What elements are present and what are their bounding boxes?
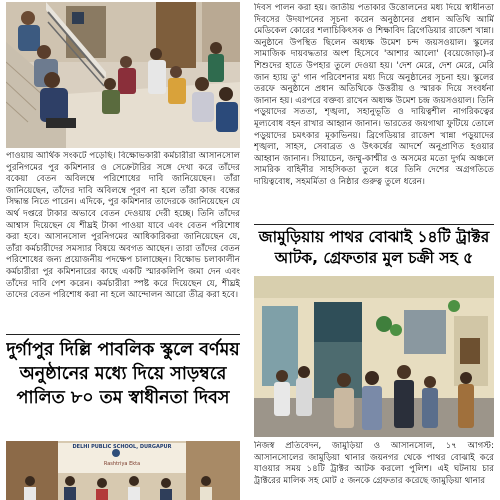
left-article-body: পাওয়ায় আর্থিক সংকটে পড়েছি। বিক্ষোভকারী কর্মচারীরা আসানসোল পুরনিগমের পুর কমিশনার ও সেক্রেটারির সঙ্গে দেখা করে তাঁদের বকেয়া বেতন অবিলম্বে পরিশোধের দাবি জানিয়েছেন। তাঁরা জানিয়েছেন, তাঁদের দাবি অবিলম্বে পূরণ না হলে তাঁরা কাজ বন্ধের সিদ্ধান্ত নিতে পারেন। এদিকে, পুর কমিশনার তাদেরকে জানিয়েছেন যে অর্থ দপ্তরে টাকার অভাবে বেতন দেওয়ায় দেরী হচ্ছে। তিনি তাঁদের আশ্বাস দিয়েছেন যে শীঘ্রই টাকা পাওয়া যাবে এবং বেতন পরিশোধ করা হবে। আসানসোল পুরনিগমের আধিকারিকরা জানিয়েছেন যে, তাঁরা কর্মচারীদের সমস্যার বিষয়ে অবগত আছেন। তারা তাঁদের বেতন পরিশোধের জন্য প্রয়োজনীয় পদক্ষেপ চালাচ্ছেন। বিক্ষোভ চলাকালীন কর্মচারীরা পুর কমিশনারের কাছে একটি স্মারকলিপি জমা দেন এবং তাঁদের দাবি পেশ করেন। কর্মচারীরা স্পষ্ট করে দিয়েছেন যে, শীঘ্রই তাদের বেতন পরিশোধ করা না হলে আন্দোলন আরো তীব্র করা হবে। <box>6 151 240 301</box>
left-divider <box>6 334 240 335</box>
jamuria-article-body: নিজস্ব প্রতিবেদন, জামুড়িয়া ও আসানসোল, ১৭ আগস্ট: আসানসোলের জামুড়িয়া থানার জয়নগর থেকে পাথর বোঝাই করে যাওয়ার সময় ১৪টি ট্রাক্টর আটক করলো পুলিশ। এই ঘটনায় চার ট্রাক্টরের মালিক সহ মোট ৫ জনকে গ্রেফতার করেছে জামুড়িয়া থানার <box>254 441 494 486</box>
jamuria-tractor-headline: জামুড়িয়ায় পাথর বোঝাই ১৪টি ট্রাক্টর আটক, গ্রেফতার মুল চক্রী সহ ৫ <box>258 228 490 267</box>
police-station-photo <box>254 276 494 437</box>
office-queue-photo-art <box>6 2 240 148</box>
school-event-photo <box>6 441 240 500</box>
dps-durgapur-headline: দুর্গাপুর দিল্লি পাবলিক স্কুলে বর্ণময় অনুষ্ঠানের মধ্যে দিয়ে সাড়ম্বরে পালিত ৮০ তম স্বাধীনতা দিবস <box>6 340 240 408</box>
police-station-photo-art <box>254 276 494 437</box>
banner-line-2: Rashtriya Ekta <box>103 461 141 467</box>
office-queue-photo <box>6 2 240 148</box>
right-divider <box>254 224 494 225</box>
right-article-body: দিবস পালন করা হয়। জাতীয় পতাকার উত্তোলনের মধ্য দিয়ে স্বাধীনতা দিবসের উদযাপনের সূচনা করেন অনুষ্ঠানের প্রধান অতিথি আর্মি মেডিকেল কোরের শলাচিকিৎসক ও শিক্ষাবিদ ব্রিগেডিয়ার রাজেশ খান্না। অনুষ্ঠানে উপস্থিত ছিলেন অধ্যক্ষ উমেশ চন্দ জয়সওয়াল। স্কুলের সামাজিক দায়বদ্ধতার অংশ হিসেবে 'আশার আলো' (বয়েজোড়া)-র শিশুদের হাতে উপহার তুলে দেওয়া হয়। 'দেশ মেরে, দেশ মেরে, মেরি জান হ্যায় তু' গান পরিবেশনার মধ্য দিয়ে অনুষ্ঠানের সূচনা হয়। স্কুলের তরফে অনুষ্ঠানে প্রধান অতিথিকে উত্তরীয় ও স্মারক দিয়ে সংবর্ধনা জানান হয়। এরপরে বক্তব্য রাখেন অধ্যক্ষ উমেশ চন্দ্র জয়সওয়াল। তিনি পড়ুয়াদের সততা, শৃঙ্খলা, সহানুভূতি ও দায়িত্বশীল নাগরিকত্বের মূল্যবোধ বহন রাখার আহ্বান জানান। ভারতের জয়গাথা ফুটিয়ে তোলে পড়ুয়াদের চমৎকার মূকাভিনয়। ব্রিগেডিয়ার রাজেশ খান্না পড়ুয়াদের শৃঙ্খলা, সাহস, সেবাব্রত ও উৎকর্ষের আদর্শে অনুপ্রাণিত হওয়ার আহ্বান জানান। সিয়াচেন, জম্মু-কাশ্মীর ও অসমের মতো দুর্গম অঞ্চলে সামরিক বাহিনীর সাহসিকতা তুলে ধরে তিনি দেশের অগ্রগতিতে দায়িত্ববোধ, সহমর্মিতা ও নিষ্ঠার গুরুত্ব তুলে ধরেন। <box>254 3 494 187</box>
banner-line-1: DELHI PUBLIC SCHOOL, DURGAPUR <box>72 444 172 450</box>
